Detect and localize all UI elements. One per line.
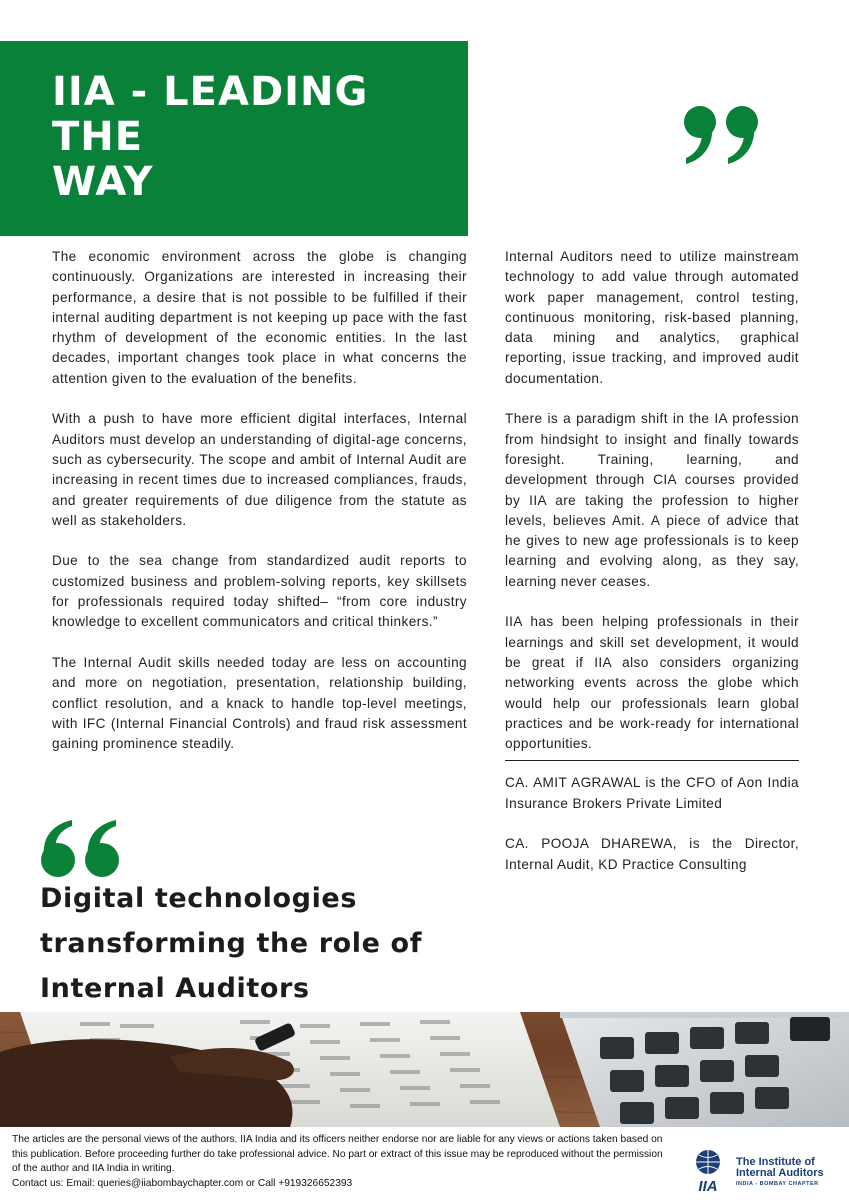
right-paragraph-2: There is a paradigm shift in the IA profession from hindsight to insight and finally towards foresight. Training, learning, and development through CIA courses provided by IIA are taking the profession to higher levels, believes Amit. A piece of advice that he gives to new age professionals is to keep learning and evolving along, as they say, learning never ceases.	[505, 411, 799, 589]
iia-globe-icon	[686, 1148, 730, 1194]
open-quote-icon	[38, 820, 128, 880]
close-quote-icon	[680, 100, 770, 170]
pullquote	[40, 876, 440, 1011]
left-column	[52, 247, 467, 775]
left-paragraph-1: The economic environment across the globe is changing continuously. Organizations are interested in increasing their performance, a desire that is not possible to be fulfilled if their internal auditing department is not keeping up pace with the fast rhythm of development of the economic entities. In the last decades, important changes took place in what concerns the attention given to the evaluation of the benefits.	[52, 249, 467, 386]
left-paragraph-3: Due to the sea change from standardized audit reports to customized business and problem-solving reports, key skillsets for professionals required today shifted– “from core industry knowledge to excellent communicators and critical thinkers.”	[52, 553, 467, 630]
iia-logo	[686, 1148, 826, 1194]
right-column	[505, 247, 799, 895]
footer-contact: Contact us: Email: queries@iiabombaychapter.com or Call +919326652393	[12, 1177, 353, 1189]
logo-mark-text: IIA	[698, 1178, 718, 1194]
left-paragraph-2: With a push to have more efficient digital interfaces, Internal Auditors must develop an understanding of digital-age concerns, such as cybersecurity. The scope and ambit of Internal Audit are increasing in recent times due to increased compliances, frauds, and greater requirements of due diligence from the statute as well as stakeholders.	[52, 411, 467, 528]
divider	[505, 760, 799, 761]
left-paragraph-4: The Internal Audit skills needed today are less on accounting and more on negotiation, presentation, relationship building, conflict resolution, and a knack to handle top-level meetings, with IFC (Internal Financial Controls) and fraud risk assessment gaining prominence steadily.	[52, 654, 467, 752]
page-title-line2: WAY	[52, 159, 154, 205]
page-title-line1: IIA - LEADING THE	[52, 69, 369, 160]
author-bio-1: CA. AMIT AGRAWAL is the CFO of Aon India Insurance Brokers Private Limited	[505, 775, 799, 811]
right-paragraph-1: Internal Auditors need to utilize mainstream technology to add value through automated work paper management, control testing, continuous monitoring, risk-based planning, data mining and analytics, graphical reporting, issue tracking, and improved audit documentation.	[505, 249, 799, 386]
right-paragraph-3: IIA has been helping professionals in their learnings and skill set development, it would be great if IIA also considers organizing networking events across the globe which would help our professionals learn global practices and be work-ready for international opportunities.	[505, 614, 799, 752]
footer-disclaimer: The articles are the personal views of the authors. IIA India and its officers neither endorse nor are liable for any views or actions taken based on this publication. Before proceeding further do take professional advice. No part or extract of this issue may be reproduced without the permission of the author and IIA India in writing.	[12, 1134, 663, 1174]
pullquote-line1: Digital technologies	[40, 883, 358, 914]
page-title	[52, 70, 452, 205]
logo-line2: Internal Auditors	[736, 1167, 824, 1179]
logo-sub: INDIA - BOMBAY CHAPTER	[736, 1181, 819, 1187]
author-bio-2: CA. POOJA DHAREWA, is the Director, Internal Audit, KD Practice Consulting	[505, 836, 799, 872]
logo-line1: The Institute of	[736, 1156, 815, 1168]
pullquote-line2: transforming the role of	[40, 928, 423, 959]
footer	[12, 1133, 672, 1191]
pullquote-line3: Internal Auditors	[40, 973, 310, 1004]
finance-desk-photo	[0, 1012, 849, 1127]
